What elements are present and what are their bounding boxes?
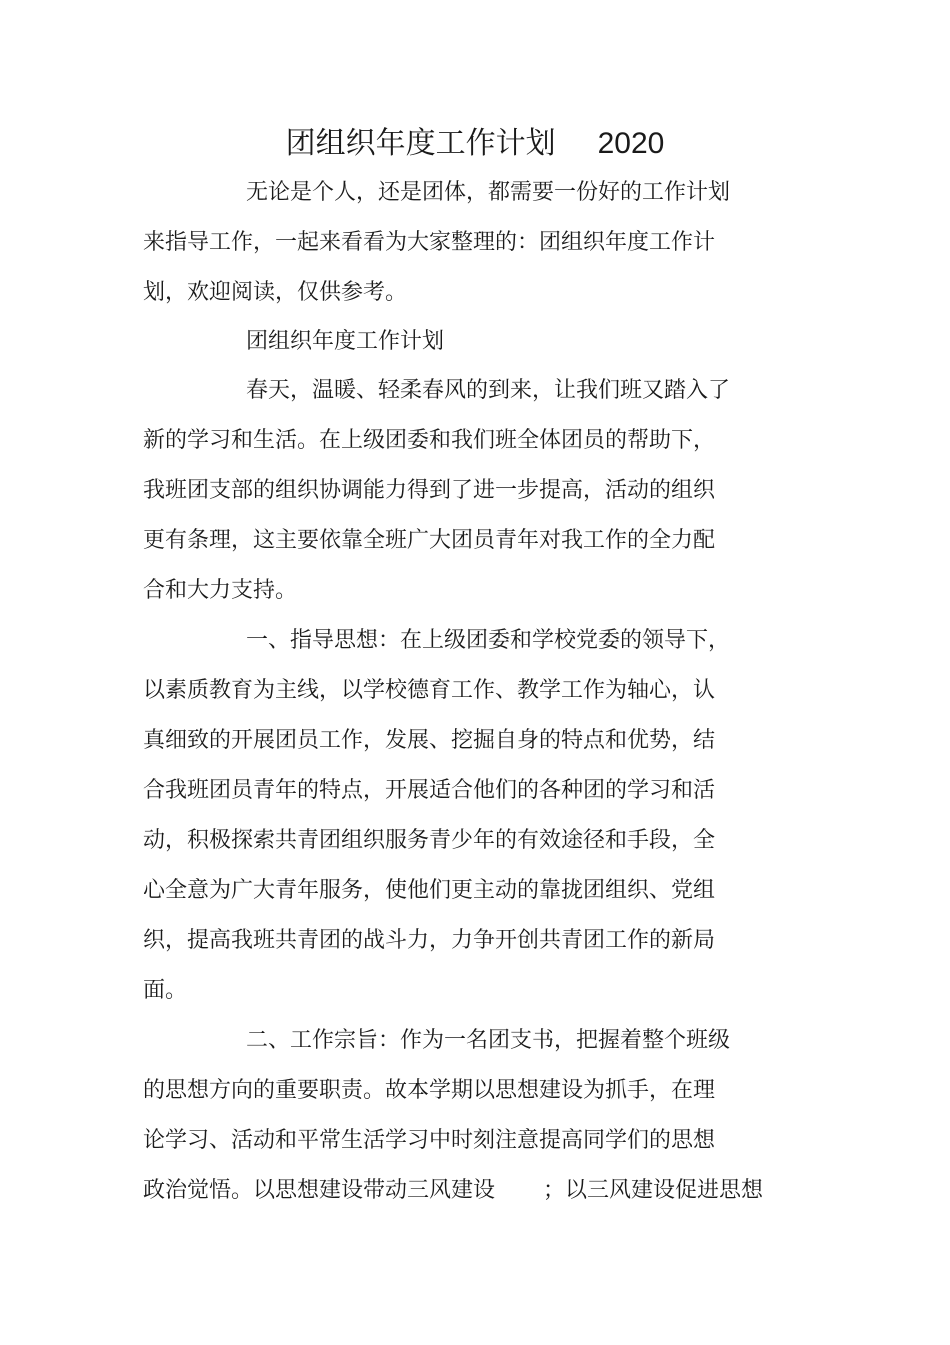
para2-line-2: 以素质教育为主线，以学校德育工作、教学工作为轴心，认 [143,678,716,703]
document-title [0,124,950,164]
subheading: 团组织年度工作计划 [246,329,445,354]
para2-line-1: 一、指导思想：在上级团委和学校党委的领导下， [246,628,731,653]
para2-line-6: 心全意为广大青年服务，使他们更主动的靠拢团组织、党组 [143,878,716,903]
intro-line-2: 来指导工作，一起来看看为大家整理的：团组织年度工作计 [143,230,716,255]
title-text: 团组织年度工作计划 [285,126,556,161]
para3-line-3: 论学习、活动和平常生活学习中时刻注意提高同学们的思想 [143,1128,716,1153]
para3-line-4-part-b: ；以三风建设促进思想 [543,1178,764,1203]
para2-line-4: 合我班团员青年的特点，开展适合他们的各种团的学习和活 [143,778,716,803]
para1-line-1: 春天，温暖、轻柔春风的到来，让我们班又踏入了 [246,378,731,403]
para3-line-1: 二、工作宗旨：作为一名团支书，把握着整个班级 [246,1028,731,1053]
para3-line-2: 的思想方向的重要职责。故本学期以思想建设为抓手，在理 [143,1078,716,1103]
title-year: 2020 [597,127,665,160]
intro-line-3: 划，欢迎阅读，仅供参考。 [143,280,408,305]
para2-line-5: 动，积极探索共青团组织服务青少年的有效途径和手段，全 [143,828,716,853]
para1-line-3: 我班团支部的组织协调能力得到了进一步提高，活动的组织 [143,478,716,503]
para2-line-3: 真细致的开展团员工作，发展、挖掘自身的特点和优势，结 [143,728,716,753]
para1-line-5: 合和大力支持。 [143,578,298,603]
para3-line-4 [143,1176,763,1206]
para2-line-7: 织，提高我班共青团的战斗力，力争开创共青团工作的新局 [143,928,716,953]
para3-line-4-part-a: 政治觉悟。以思想建设带动三风建设 [143,1178,496,1203]
intro-line-1: 无论是个人，还是团体，都需要一份好的工作计划 [246,180,731,205]
para1-line-4: 更有条理，这主要依靠全班广大团员青年对我工作的全力配 [143,528,716,553]
para2-line-8: 面。 [143,978,188,1003]
para1-line-2: 新的学习和生活。在上级团委和我们班全体团员的帮助下， [143,428,716,453]
